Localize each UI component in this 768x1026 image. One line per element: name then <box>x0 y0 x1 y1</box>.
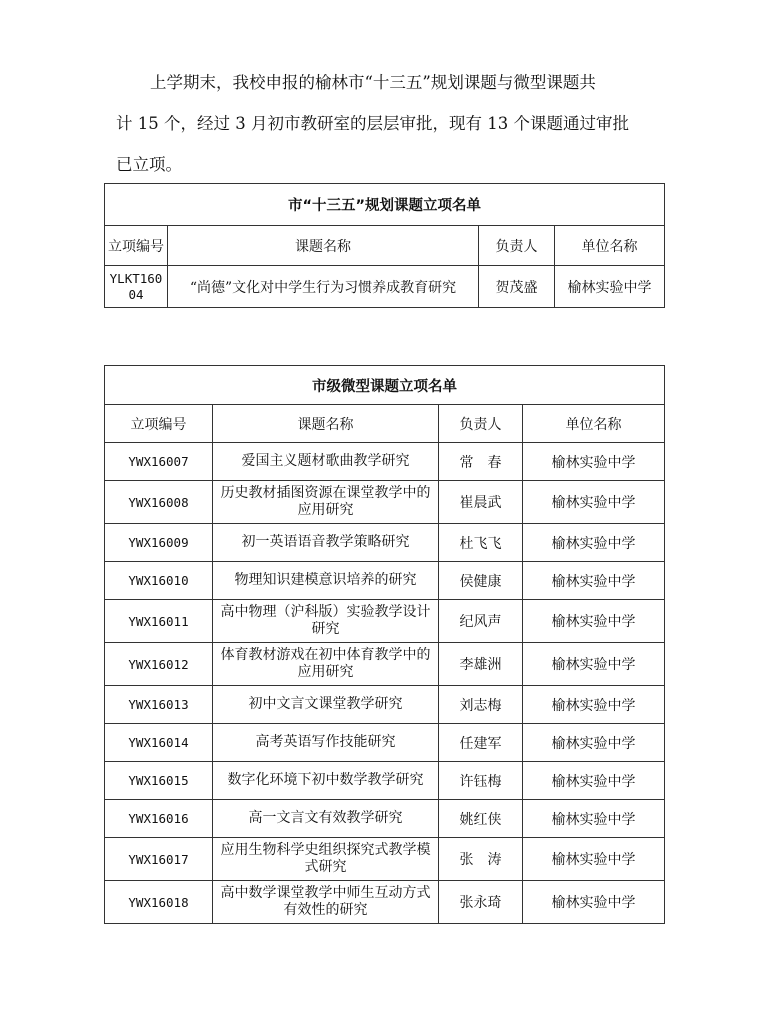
cell-unit: 榆林实验中学 <box>523 881 665 924</box>
intro-line-1: 上学期末，我校申报的榆林市“十三五”规划课题与微型课题共 <box>150 73 596 92</box>
cell-code: YWX16018 <box>105 881 213 924</box>
cell-leader: 刘志梅 <box>439 686 523 724</box>
table-row <box>105 838 665 881</box>
table-row <box>105 762 665 800</box>
cell-code: YWX16014 <box>105 724 213 762</box>
cell-leader: 张 涛 <box>439 838 523 881</box>
table-row <box>105 643 665 686</box>
cell-leader: 贺茂盛 <box>479 266 555 308</box>
cell-code: YWX16015 <box>105 762 213 800</box>
cell-leader: 崔晨武 <box>439 481 523 524</box>
header-code: 立项编号 <box>105 405 213 443</box>
cell-unit: 榆林实验中学 <box>523 524 665 562</box>
cell-code: YWX16011 <box>105 600 213 643</box>
cell-topic: 历史教材插图资源在课堂教学中的应用研究 <box>213 481 439 524</box>
cell-topic: “尚德”文化对中学生行为习惯养成教育研究 <box>168 266 479 308</box>
cell-topic: 初一英语语音教学策略研究 <box>213 524 439 562</box>
cell-unit: 榆林实验中学 <box>523 838 665 881</box>
cell-topic: 爱国主义题材歌曲教学研究 <box>213 443 439 481</box>
cell-unit: 榆林实验中学 <box>523 686 665 724</box>
cell-unit: 榆林实验中学 <box>523 562 665 600</box>
intro-line-2: 计 15 个，经过 3 月初市教研室的层层审批，现有 13 个课题通过审批 <box>116 114 629 133</box>
cell-topic: 高考英语写作技能研究 <box>213 724 439 762</box>
table-row <box>105 562 665 600</box>
cell-leader: 姚红侠 <box>439 800 523 838</box>
cell-topic: 数字化环境下初中数学教学研究 <box>213 762 439 800</box>
cell-topic: 体育教材游戏在初中体育教学中的应用研究 <box>213 643 439 686</box>
table-row <box>105 524 665 562</box>
header-topic: 课题名称 <box>213 405 439 443</box>
planning-projects-table <box>104 183 665 308</box>
table-row <box>105 600 665 643</box>
cell-topic: 高中数学课堂教学中师生互动方式有效性的研究 <box>213 881 439 924</box>
header-leader: 负责人 <box>479 226 555 266</box>
cell-unit: 榆林实验中学 <box>523 481 665 524</box>
table-row <box>105 686 665 724</box>
cell-leader: 任建军 <box>439 724 523 762</box>
header-leader: 负责人 <box>439 405 523 443</box>
cell-leader: 张永琦 <box>439 881 523 924</box>
cell-topic: 高中物理（沪科版）实验教学设计研究 <box>213 600 439 643</box>
table-row <box>105 800 665 838</box>
cell-topic: 高一文言文有效教学研究 <box>213 800 439 838</box>
cell-unit: 榆林实验中学 <box>523 600 665 643</box>
intro-paragraph <box>116 62 666 185</box>
cell-code: YWX16017 <box>105 838 213 881</box>
cell-topic: 物理知识建模意识培养的研究 <box>213 562 439 600</box>
header-topic: 课题名称 <box>168 226 479 266</box>
cell-topic: 初中文言文课堂教学研究 <box>213 686 439 724</box>
cell-topic: 应用生物科学史组织探究式教学模式研究 <box>213 838 439 881</box>
cell-code: YLKT16004 <box>105 266 168 308</box>
cell-leader: 李雄洲 <box>439 643 523 686</box>
cell-code: YWX16010 <box>105 562 213 600</box>
table-row <box>105 443 665 481</box>
table-title: 市级微型课题立项名单 <box>105 366 665 405</box>
header-code: 立项编号 <box>105 226 168 266</box>
table-row <box>105 481 665 524</box>
micro-projects-table <box>104 365 665 924</box>
cell-unit: 榆林实验中学 <box>523 762 665 800</box>
cell-leader: 纪风声 <box>439 600 523 643</box>
header-unit: 单位名称 <box>555 226 665 266</box>
cell-unit: 榆林实验中学 <box>523 643 665 686</box>
cell-code: YWX16012 <box>105 643 213 686</box>
cell-leader: 许钰梅 <box>439 762 523 800</box>
cell-unit: 榆林实验中学 <box>523 800 665 838</box>
table-row <box>105 724 665 762</box>
header-unit: 单位名称 <box>523 405 665 443</box>
cell-unit: 榆林实验中学 <box>555 266 665 308</box>
cell-leader: 侯健康 <box>439 562 523 600</box>
cell-unit: 榆林实验中学 <box>523 443 665 481</box>
cell-leader: 常 春 <box>439 443 523 481</box>
intro-line-3: 已立项。 <box>116 155 182 174</box>
table-row <box>105 881 665 924</box>
cell-code: YWX16007 <box>105 443 213 481</box>
cell-leader: 杜飞飞 <box>439 524 523 562</box>
table-row <box>105 266 665 308</box>
cell-code: YWX16013 <box>105 686 213 724</box>
cell-unit: 榆林实验中学 <box>523 724 665 762</box>
cell-code: YWX16008 <box>105 481 213 524</box>
table-title: 市“十三五”规划课题立项名单 <box>105 184 665 226</box>
cell-code: YWX16009 <box>105 524 213 562</box>
cell-code: YWX16016 <box>105 800 213 838</box>
